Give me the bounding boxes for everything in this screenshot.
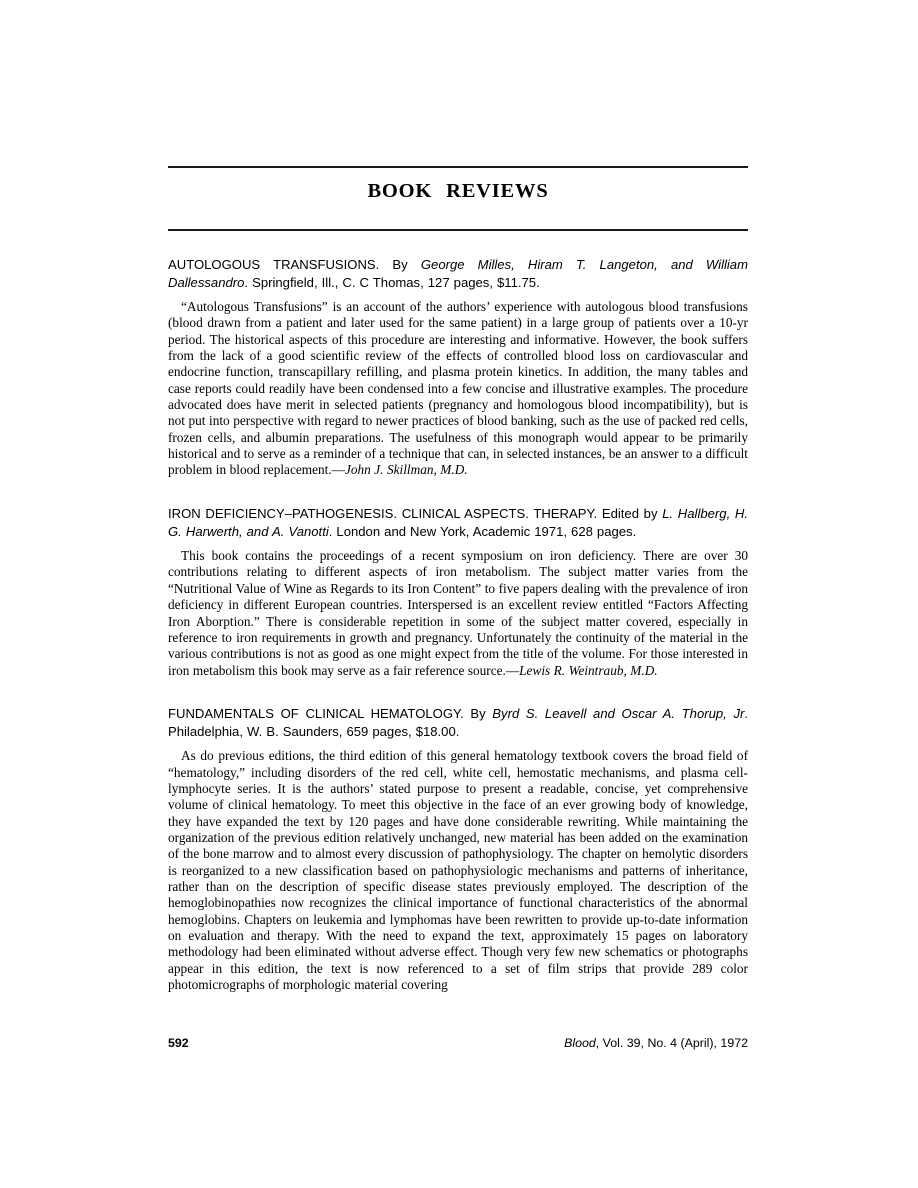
footer-citation-details: , Vol. 39, No. 4 (April), 1972 [595,1036,748,1050]
review-authors-text: Byrd S. Leavell and Oscar A. Thorup, Jr [492,705,745,721]
review-heading [168,256,748,292]
review-reviewer-signature: John J. Skillman, M.D. [344,462,468,478]
page-footer [168,1036,748,1050]
review-publisher-text: . Philadelphia, W. B. Saunders, 659 pages, $18.00. [168,705,748,740]
header-rule-bottom [168,229,748,231]
review-publisher-text: . Springfield, Ill., C. C Thomas, 127 pages, $11.75. [244,274,540,290]
review-body-text: “Autologous Transfusions” is an account of the authors’ experience with autologous blood transfusions (blood drawn from a patient and later used for the same patient) in a large group of patients over a 10-yr period. The historical aspects of this procedure are interesting and informative. However, the book suffers from the lack of a good scientific review of the effects of controlled blood loss on cardiovascular and endocrine function, transcapillary refilling, and plasma protein kinetics. In addition, the many tables and case reports could readily have been condensed into a few concise and illustrative examples. The procedure advocated does have merit in selected patients (pregnancy and homologous blood incompatibility), but is not put into perspective with regard to newer practices of blood banking, such as the use of packed red cells, frozen cells, and albumin preparations. The usefulness of this monograph would appear to be primarily historical and to serve as a reminder of a technique that can, in selected instances, be an answer to a difficult problem in blood replacement.— [168,298,748,478]
review-body [168,299,748,479]
footer-citation [564,1036,748,1050]
review-title-text: AUTOLOGOUS TRANSFUSIONS. By [168,256,421,272]
book-review-entry [168,256,748,479]
page-title: BOOK REVIEWS [367,180,549,202]
header-rule-top [168,166,748,168]
review-body [168,548,748,679]
review-authors-text: L. Hallberg, H. G. Harwerth, and A. Vanotti [168,505,748,539]
review-heading [168,505,748,541]
review-title-text: FUNDAMENTALS OF CLINICAL HEMATOLOGY. By [168,705,493,721]
page-content [168,0,748,993]
book-review-entry [168,705,748,994]
review-title-text: IRON DEFICIENCY–PATHOGENESIS. CLINICAL ASPECTS. THERAPY. Edited by [168,505,663,521]
review-publisher-text: . London and New York, Academic 1971, 628 pages. [328,523,637,539]
footer-page-number: 592 [168,1036,189,1050]
book-review-entry [168,505,748,679]
review-body-text: This book contains the proceedings of a recent symposium on iron deficiency. There are over 30 contributions relating to different aspects of iron metabolism. The subject matter varies from the “Nutritional Value of Wine as Regards to its Iron Content” to five papers dealing with the prevalence of iron deficiency in different European countries. Interspersed is an excellent review entitled “Factors Affecting Iron Aborption.” There is considerable repetition in some of the subject matter covered, especially in reference to iron requirements in growth and pregnancy. Unfortunately the continuity of the material in the various contributions is not as good as one might expect from the title of the volume. For those interested in iron metabolism this book may serve as a fair reference source.— [168,548,748,678]
review-authors-text: George Milles, Hiram T. Langeton, and William Dallessandro [168,256,748,290]
review-reviewer-signature: Lewis R. Weintraub, M.D. [519,662,658,678]
review-body [168,748,748,993]
footer-journal-name: Blood [564,1036,596,1050]
review-heading [168,705,748,741]
review-body-text: As do previous editions, the third edition of this general hematology textbook covers the broad field of “hematology,” including disorders of the red cell, white cell, hemostatic mechanisms, and plasma cell-lymphocyte series. It is the authors’ stated purpose to present a readable, concise, yet comprehensive volume of clinical hematology. To meet this objective in the face of an ever growing body of knowledge, they have expanded the text by 120 pages and have done considerable rewriting. While maintaining the organization of the previous edition relatively unchanged, new material has been added on the examination of the bone marrow and to almost every discussion of pathophysiology. The chapter on hemolytic disorders is reorganized to a new classification based on pathophysiologic mechanisms and patterns of inheritance, rather than on the description of specific disease states previously employed. The description of the hemoglobinopathies now recognizes the clinical importance of functional characteristics of the abnormal hemoglobins. Chapters on leukemia and lymphomas have been rewritten to provide up-to-date information on evaluation and therapy. With the need to expand the text, approximately 15 pages on laboratory methodology had been eliminated without adverse effect. Though very few new schematics or photographs appear in this edition, the text is now referenced to a set of film strips that provide 289 color photomicrographs of morphologic material covering [168,748,748,993]
